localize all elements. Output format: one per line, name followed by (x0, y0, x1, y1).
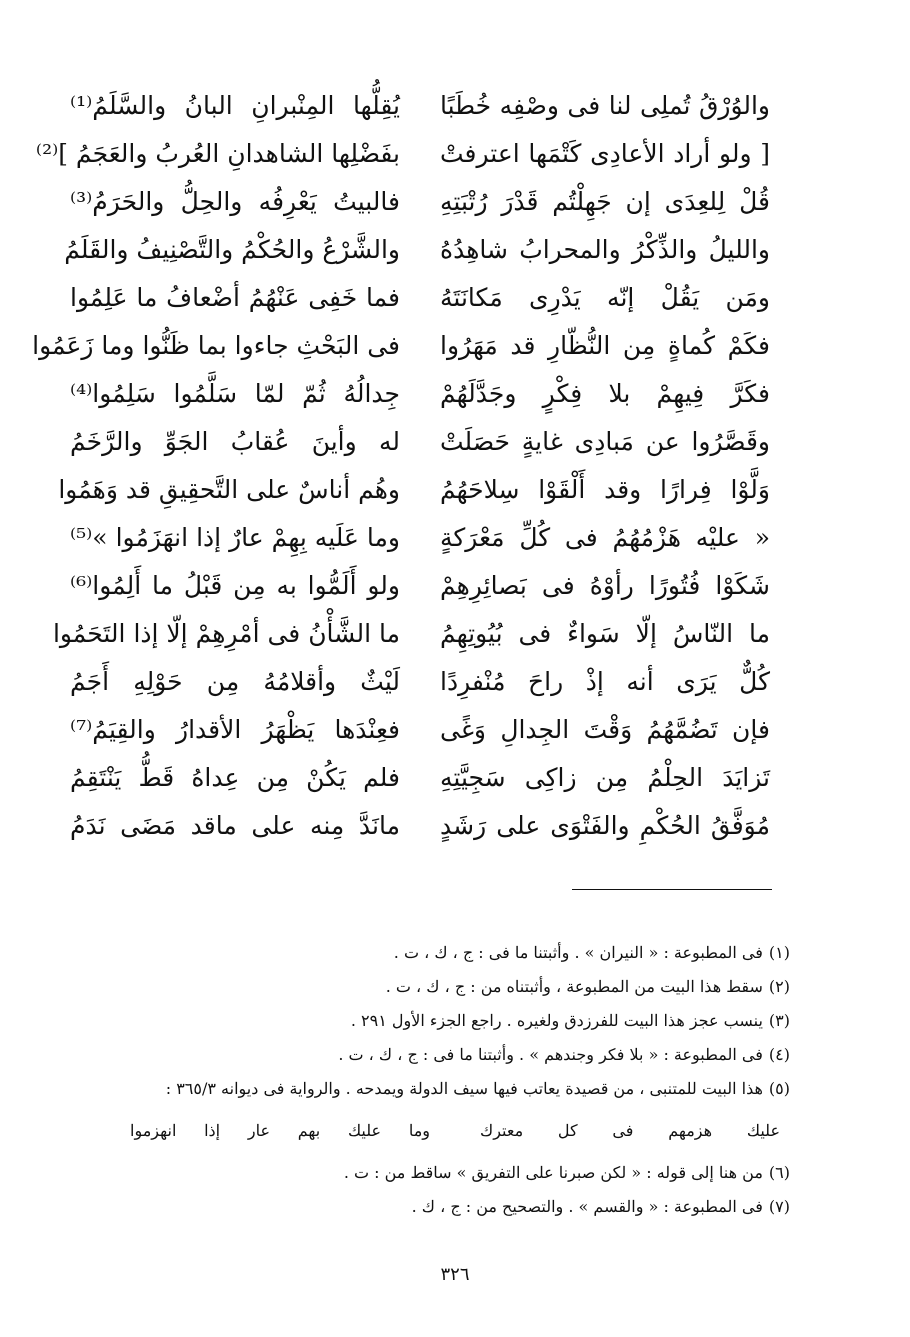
footnote-text: سقط هذا البيت من المطبوعة ، وأثبتناه من : ج ، ك ، ت . (385, 977, 763, 996)
verse-second-hemistich: جِدالُهُ ثُمّ لمّا سَلَّمُوا سَلِمُوا⁽⁴⁾ (70, 379, 400, 408)
verse-first-hemistich: فكَمْ كُماةٍ مِن النُّظّارِ قد مَهَرُوا (440, 331, 770, 360)
verse-first-hemistich: تَزايَدَ الحِلْمُ مِن زاكِى سَجِيَّتِهِ (440, 763, 770, 792)
footnote-number: (٦) (768, 1163, 790, 1182)
verse-first-hemistich: والليلُ والذِّكْرُ والمحرابُ شاهِدُهُ (440, 235, 770, 264)
footnote-text: فى المطبوعة : « والقسم » . والتصحيح من : ج ، ك . (411, 1197, 763, 1216)
verse (58, 466, 770, 514)
footnotes (110, 936, 790, 1224)
footnote-verse-first-half: عليك هزمهم فى كل معترك (480, 1121, 780, 1140)
verse-second-hemistich: وهُم أناسٌ على التَّحقِيقِ قد وَهَمُوا (58, 475, 400, 504)
verse-first-hemistich: [ ولو أراد الأعادِى كَتْمَها اعترفتْ (440, 139, 770, 168)
verse-second-hemistich: فلم يَكُنْ مِن عِداهُ قَطُّ يَنْتَقِمُ (70, 763, 400, 792)
verse (70, 178, 770, 226)
verse (52, 610, 770, 658)
footnote-number: (٥) (768, 1079, 790, 1098)
verse-second-hemistich: فعِنْدَها يَظْهَرُ الأقدارُ والقِيَمُ⁽⁷⁾ (70, 715, 400, 744)
verse-first-hemistich: وقَصَّرُوا عن مَبادِى غايةٍ حَصَلَتْ (440, 427, 770, 456)
footnote-text: فى المطبوعة : « بلا فكر وجندهم » . وأثبتنا ما فى : ج ، ك ، ت . (338, 1045, 763, 1064)
footnote-text: ينسب عجز هذا البيت للفرزدق ولغيره . راجع الجزء الأول ٢٩١ . (350, 1011, 763, 1030)
verse-first-hemistich: مُوَفَّقُ الحُكْمِ والفَتْوَى على رَشَدٍ (440, 811, 770, 840)
verse (70, 274, 770, 322)
verse (64, 226, 770, 274)
verse-second-hemistich: فى البَحْثِ جاءوا بما ظَنُّوا وما زَعَمُوا (32, 331, 400, 360)
verse (70, 514, 770, 562)
verse-first-hemistich: والوُرْقُ تُملِى لنا فى وصْفِه خُطَبًا (440, 91, 770, 120)
verse (32, 322, 770, 370)
footnote-number: (٤) (768, 1045, 790, 1064)
verse-second-hemistich: يُقِلُّها المِنْبرانِ البانُ والسَّلَمُ⁽¹⁾ (70, 91, 400, 120)
verse-first-hemistich: ما النّاسُ إلّا سَواءٌ فى بُيُوتِهِمُ (440, 619, 770, 648)
footnote-number: (١) (768, 943, 790, 962)
footnote-number: (٢) (768, 977, 790, 996)
footnote-text: فى المطبوعة : « النيران » . وأثبتنا ما فى : ج ، ك ، ت . (393, 943, 763, 962)
footnote (110, 1038, 790, 1072)
footnote-text: هذا البيت للمتنبى ، من قصيدة يعاتب فيها سيف الدولة ويمدحه . والرواية فى ديوانه ٣٦٥/٣ : (165, 1079, 763, 1098)
verse-second-hemistich: بفَضْلِها الشاهدانِ العُربُ والعَجَمُ ]⁽²⁾ (35, 139, 400, 168)
footnote-quoted-verse (110, 1106, 790, 1156)
verse-second-hemistich: ولو أَلَمُّوا به مِن قَبْلُ ما أَلِمُوا⁽⁶⁾ (70, 571, 400, 600)
verse-second-hemistich: لَيْثٌ وأقلامُهُ مِن حَوْلِهِ أَجَمُ (70, 667, 400, 696)
verse-first-hemistich: وَلَّوْا فِرارًا وقد أَلْقَوْا سِلاحَهُمُ (440, 475, 770, 504)
verse-first-hemistich: فكَرَّ فِيهِمْ بلا فِكْرٍ وجَدَّلَهُمْ (440, 379, 770, 408)
verse-first-hemistich: قُلْ لِلعِدَى إن جَهِلْتُم قَدْرَ رُتْبَتِهِ (440, 187, 770, 216)
verse-first-hemistich: فإن تَضُمَّهُمُ وَقْتَ الجِدالِ وَغًى (440, 715, 770, 744)
footnote (110, 1190, 790, 1224)
footnote (110, 1004, 790, 1038)
verse-second-hemistich: وما عَلَيه بِهِمْ عارٌ إذا انهَزَمُوا »⁽⁵⁾ (70, 523, 400, 552)
verse (70, 658, 770, 706)
footnote (110, 1156, 790, 1190)
verse-first-hemistich: « عليْه هَزْمُهُمُ فى كُلِّ مَعْرَكةٍ (440, 523, 770, 552)
verse (70, 370, 770, 418)
verse-first-hemistich: شَكَوْا فُتُورًا رأوْهُ فى بَصائِرِهِمْ (440, 571, 770, 600)
verse-second-hemistich: فما خَفِى عَنْهُمُ أضْعافُ ما عَلِمُوا (70, 283, 400, 312)
footnote-verse-second-half: وما عليك بهم عار إذا انهزموا (130, 1121, 430, 1140)
verse (70, 706, 770, 754)
verse (70, 562, 770, 610)
verse-second-hemistich: ما الشَّأْنُ فى أمْرِهِمْ إلّا إذا التَحَمُوا (52, 619, 400, 648)
verse-second-hemistich: فالبيتُ يَعْرِفُه والحِلُّ والحَرَمُ⁽³⁾ (70, 187, 400, 216)
verse-first-hemistich: كُلٌّ يَرَى أنه إذْ راحَ مُنْفرِدًا (440, 667, 770, 696)
footnote-text: من هنا إلى قوله : « لكن صبرنا على التفريق » ساقط من : ت . (343, 1163, 763, 1182)
verse (70, 754, 770, 802)
verse-first-hemistich: ومَن يَقُلْ إنّه يَدْرِى مَكانَتَهُ (440, 283, 770, 312)
footnote (110, 936, 790, 970)
footnote-number: (٧) (768, 1197, 790, 1216)
footnote-separator (572, 889, 772, 890)
verse (70, 418, 770, 466)
verse (35, 130, 770, 178)
footnote (110, 1072, 790, 1106)
verse (70, 82, 770, 130)
verse-second-hemistich: له وأينَ عُقابُ الجَوِّ والرَّخَمُ (70, 427, 400, 456)
verse-second-hemistich: والشَّرْعُ والحُكْمُ والتَّصْنِيفُ والقَلَمُ (64, 235, 400, 264)
poem (32, 82, 770, 850)
page-number: ٣٢٦ (440, 1264, 470, 1285)
verse-second-hemistich: مانَدَّ مِنه على ماقد مَضَى نَدَمُ (70, 811, 400, 840)
footnote (110, 970, 790, 1004)
verse (70, 802, 770, 850)
footnote-number: (٣) (768, 1011, 790, 1030)
